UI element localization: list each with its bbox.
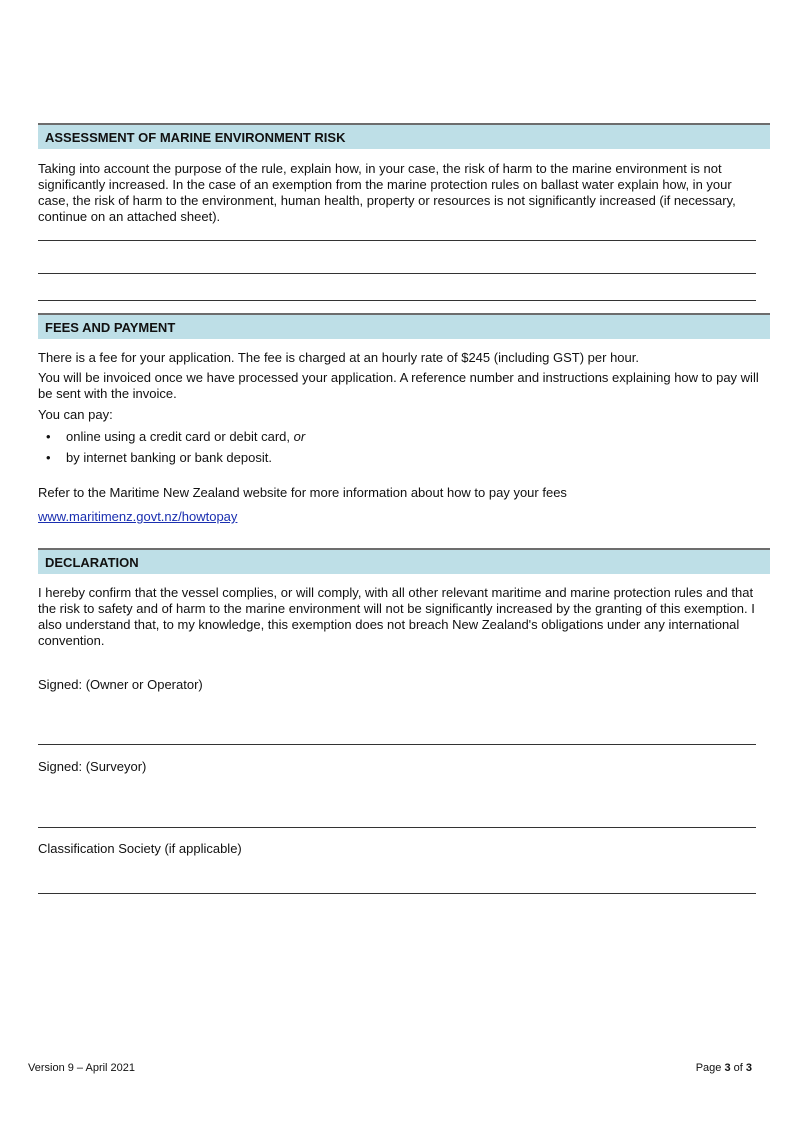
fees-pay-intro: You can pay: [38,407,113,422]
declaration-text: I hereby confirm that the vessel complies, or will comply, with all other relevant maritime and marine protection rules and that the risk to safety and of harm to the marine environment will not be significantly increased by the granting of this exemption. I also understand that, to my knowledge, this exemption does not breach New Zealand's obligations under any international convention. [38,585,755,648]
assessment-section-header [38,123,770,149]
list-item [38,450,763,471]
assessment-instructions: Taking into account the purpose of the rule, explain how, in your case, the risk of harm to the marine environment is not significantly increased. In the case of an exemption from the marine protection rules on ballast water explain how, in your case, the risk of harm to the environment, human health, property or resources is not significantly increased (if necessary, continue on an attached sheet). [38,161,736,224]
classification-label: Classification Society (if applicable) [38,841,242,856]
declaration-section-header [38,548,770,574]
version-text: Version 9 – April 2021 [28,1062,136,1074]
howtopay-link[interactable]: www.maritimenz.govt.nz/howtopay [38,509,238,524]
signed-owner-label: Signed: (Owner or Operator) [38,677,203,692]
bullet-text: by internet banking or bank deposit. [66,450,272,465]
fees-invoice-text: You will be invoiced once we have processed your application. A reference number and instructions explaining how to pay will be sent with the invoice. [38,370,759,401]
page-current: 3 [724,1062,731,1074]
signature-surveyor-line[interactable] [38,827,756,828]
answer-line[interactable] [38,273,756,274]
page-prefix: Page [695,1062,725,1074]
bullet-emphasis: or [293,429,306,444]
fees-section-header [38,313,770,339]
page-total: 3 [745,1062,752,1074]
signature-owner-line[interactable] [38,744,756,745]
fees-rate-text: There is a fee for your application. The fee is charged at an hourly rate of $245 (including GST) per hour. [38,350,639,365]
assessment-heading: ASSESSMENT OF MARINE ENVIRONMENT RISK [45,130,346,145]
fees-refer-text: Refer to the Maritime New Zealand website for more information about how to pay your fees [38,485,567,500]
declaration-heading: DECLARATION [45,555,139,570]
page-number [696,1062,752,1074]
page-of: of [730,1062,746,1074]
list-item [38,429,763,450]
payment-methods-list [38,429,763,471]
fees-heading: FEES AND PAYMENT [45,320,176,335]
answer-line[interactable] [38,240,756,241]
bullet-text: online using a credit card or debit card, [66,429,294,444]
answer-line[interactable] [38,300,756,301]
signed-surveyor-label: Signed: (Surveyor) [38,759,147,774]
classification-line[interactable] [38,893,756,894]
